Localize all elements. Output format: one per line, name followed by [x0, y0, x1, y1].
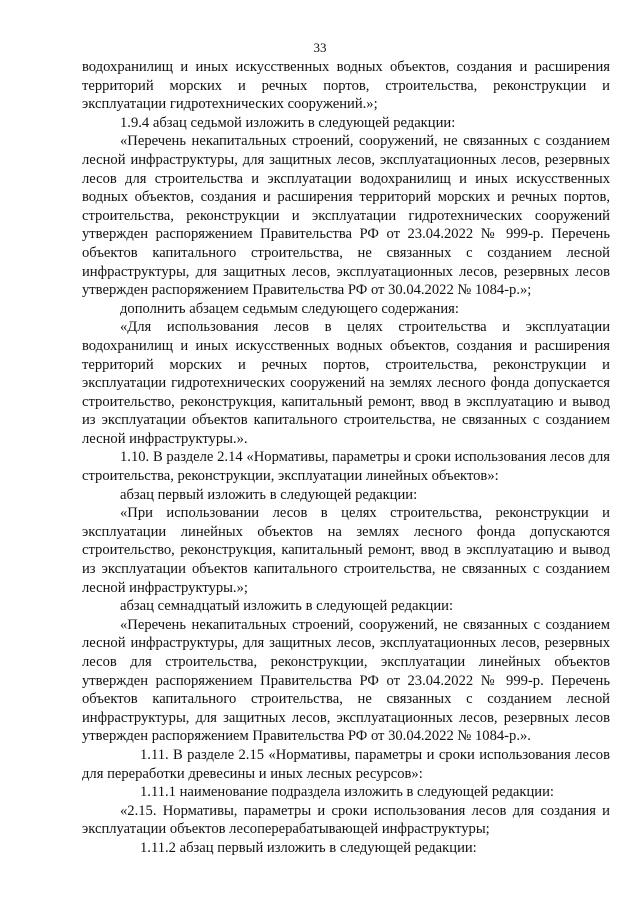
paragraph-first-paragraph: абзац первый изложить в следующей редакции: [120, 486, 418, 503]
paragraph-quote-2-15: «2.15. Нормативы, параметры и сроки использования лесов для создания и эксплуатации объектов лесоперерабатывающей инфраструктуры; [82, 802, 610, 838]
paragraph-seventeenth: абзац семнадцатый изложить в следующей редакции: [120, 598, 454, 615]
paragraph-1-11: 1.11. В разделе 2.15 «Нормативы, параметры и сроки использования лесов для переработки древесины и иных лесных ресурсов»: [82, 746, 610, 782]
document-body [82, 58, 610, 858]
paragraph-quote-paragraph-seven: «Перечень некапитальных строений, сооружений, не связанных с созданием лесной инфраструктуры, для защитных лесов, эксплуатационных лесов, резервных лесов для строительства и эксплуатации водохранилищ и иных искусственных водных объектов, создания и расширения территорий морских и речных портов, строительства, реконструкции и эксплуатации гидротехнических сооружений утвержден распоряжением Правительства РФ от 23.04.2022 № 999-р. Перечень объектов капитального строительства, не связанных с созданием лесной инфраструктуры, для защитных лесов, эксплуатационных лесов, резервных лесов утвержден распоряжением Правительства РФ от 30.04.2022 № 1084-р.»; [82, 133, 610, 299]
paragraph-add-seventh: дополнить абзацем седьмым следующего содержания: [120, 300, 459, 317]
page-number: 33 [313, 40, 327, 55]
paragraph-1-11-1: 1.11.1 наименование подраздела изложить в следующей редакции: [140, 784, 554, 801]
paragraph-1-10: 1.10. В разделе 2.14 «Нормативы, параметры и сроки использования лесов для строительства, реконструкции, эксплуатации линейных объектов»: [82, 449, 610, 485]
paragraph-1-11-2: 1.11.2 абзац первый изложить в следующей редакции: [140, 839, 477, 856]
paragraph-quote-seventeenth: «Перечень некапитальных строений, сооружений, не связанных с созданием лесной инфраструктуры, для защитных лесов, эксплуатационных лесов, резервных лесов для строительства, реконструкции, эксплуатации линейных объектов утвержден распоряжением Правительства РФ от 23.04.2022 № 999-р. Перечень объектов капитального строительства, не связанных с созданием лесной инфраструктуры, для защитных лесов, эксплуатационных лесов, резервных лесов утвержден распоряжением Правительства РФ от 30.04.2022 № 1084-р.». [82, 616, 610, 745]
paragraph-quote-seventh: «Для использования лесов в целях строительства и эксплуатации водохранилищ и иных искусственных водных объектов, создания и расширения территорий морских и речных портов, строительства, реконструкции и эксплуатации гидротехнических сооружений на землях лесного фонда допускается строительство, реконструкция, капитальный ремонт, ввод в эксплуатацию и вывод из эксплуатации объектов капитального строительства, не связанных с созданием лесной инфраструктуры.». [82, 319, 610, 447]
paragraph-1-9-4: 1.9.4 абзац седьмой изложить в следующей редакции: [120, 114, 456, 131]
paragraph-continuation: водохранилищ и иных искусственных водных объектов, создания и расширения территорий морских и речных портов, строительства, реконструкции и эксплуатации гидротехнических сооружений.»; [82, 59, 610, 113]
paragraph-quote-first: «При использовании лесов в целях строительства, реконструкции и эксплуатации линейных объектов на землях лесного фонда допускаются строительство, реконструкция, капитальный ремонт, ввод в эксплуатацию и вывод из эксплуатации объектов капитального строительства, не связанных с созданием лесной инфраструктуры.»; [82, 505, 610, 596]
